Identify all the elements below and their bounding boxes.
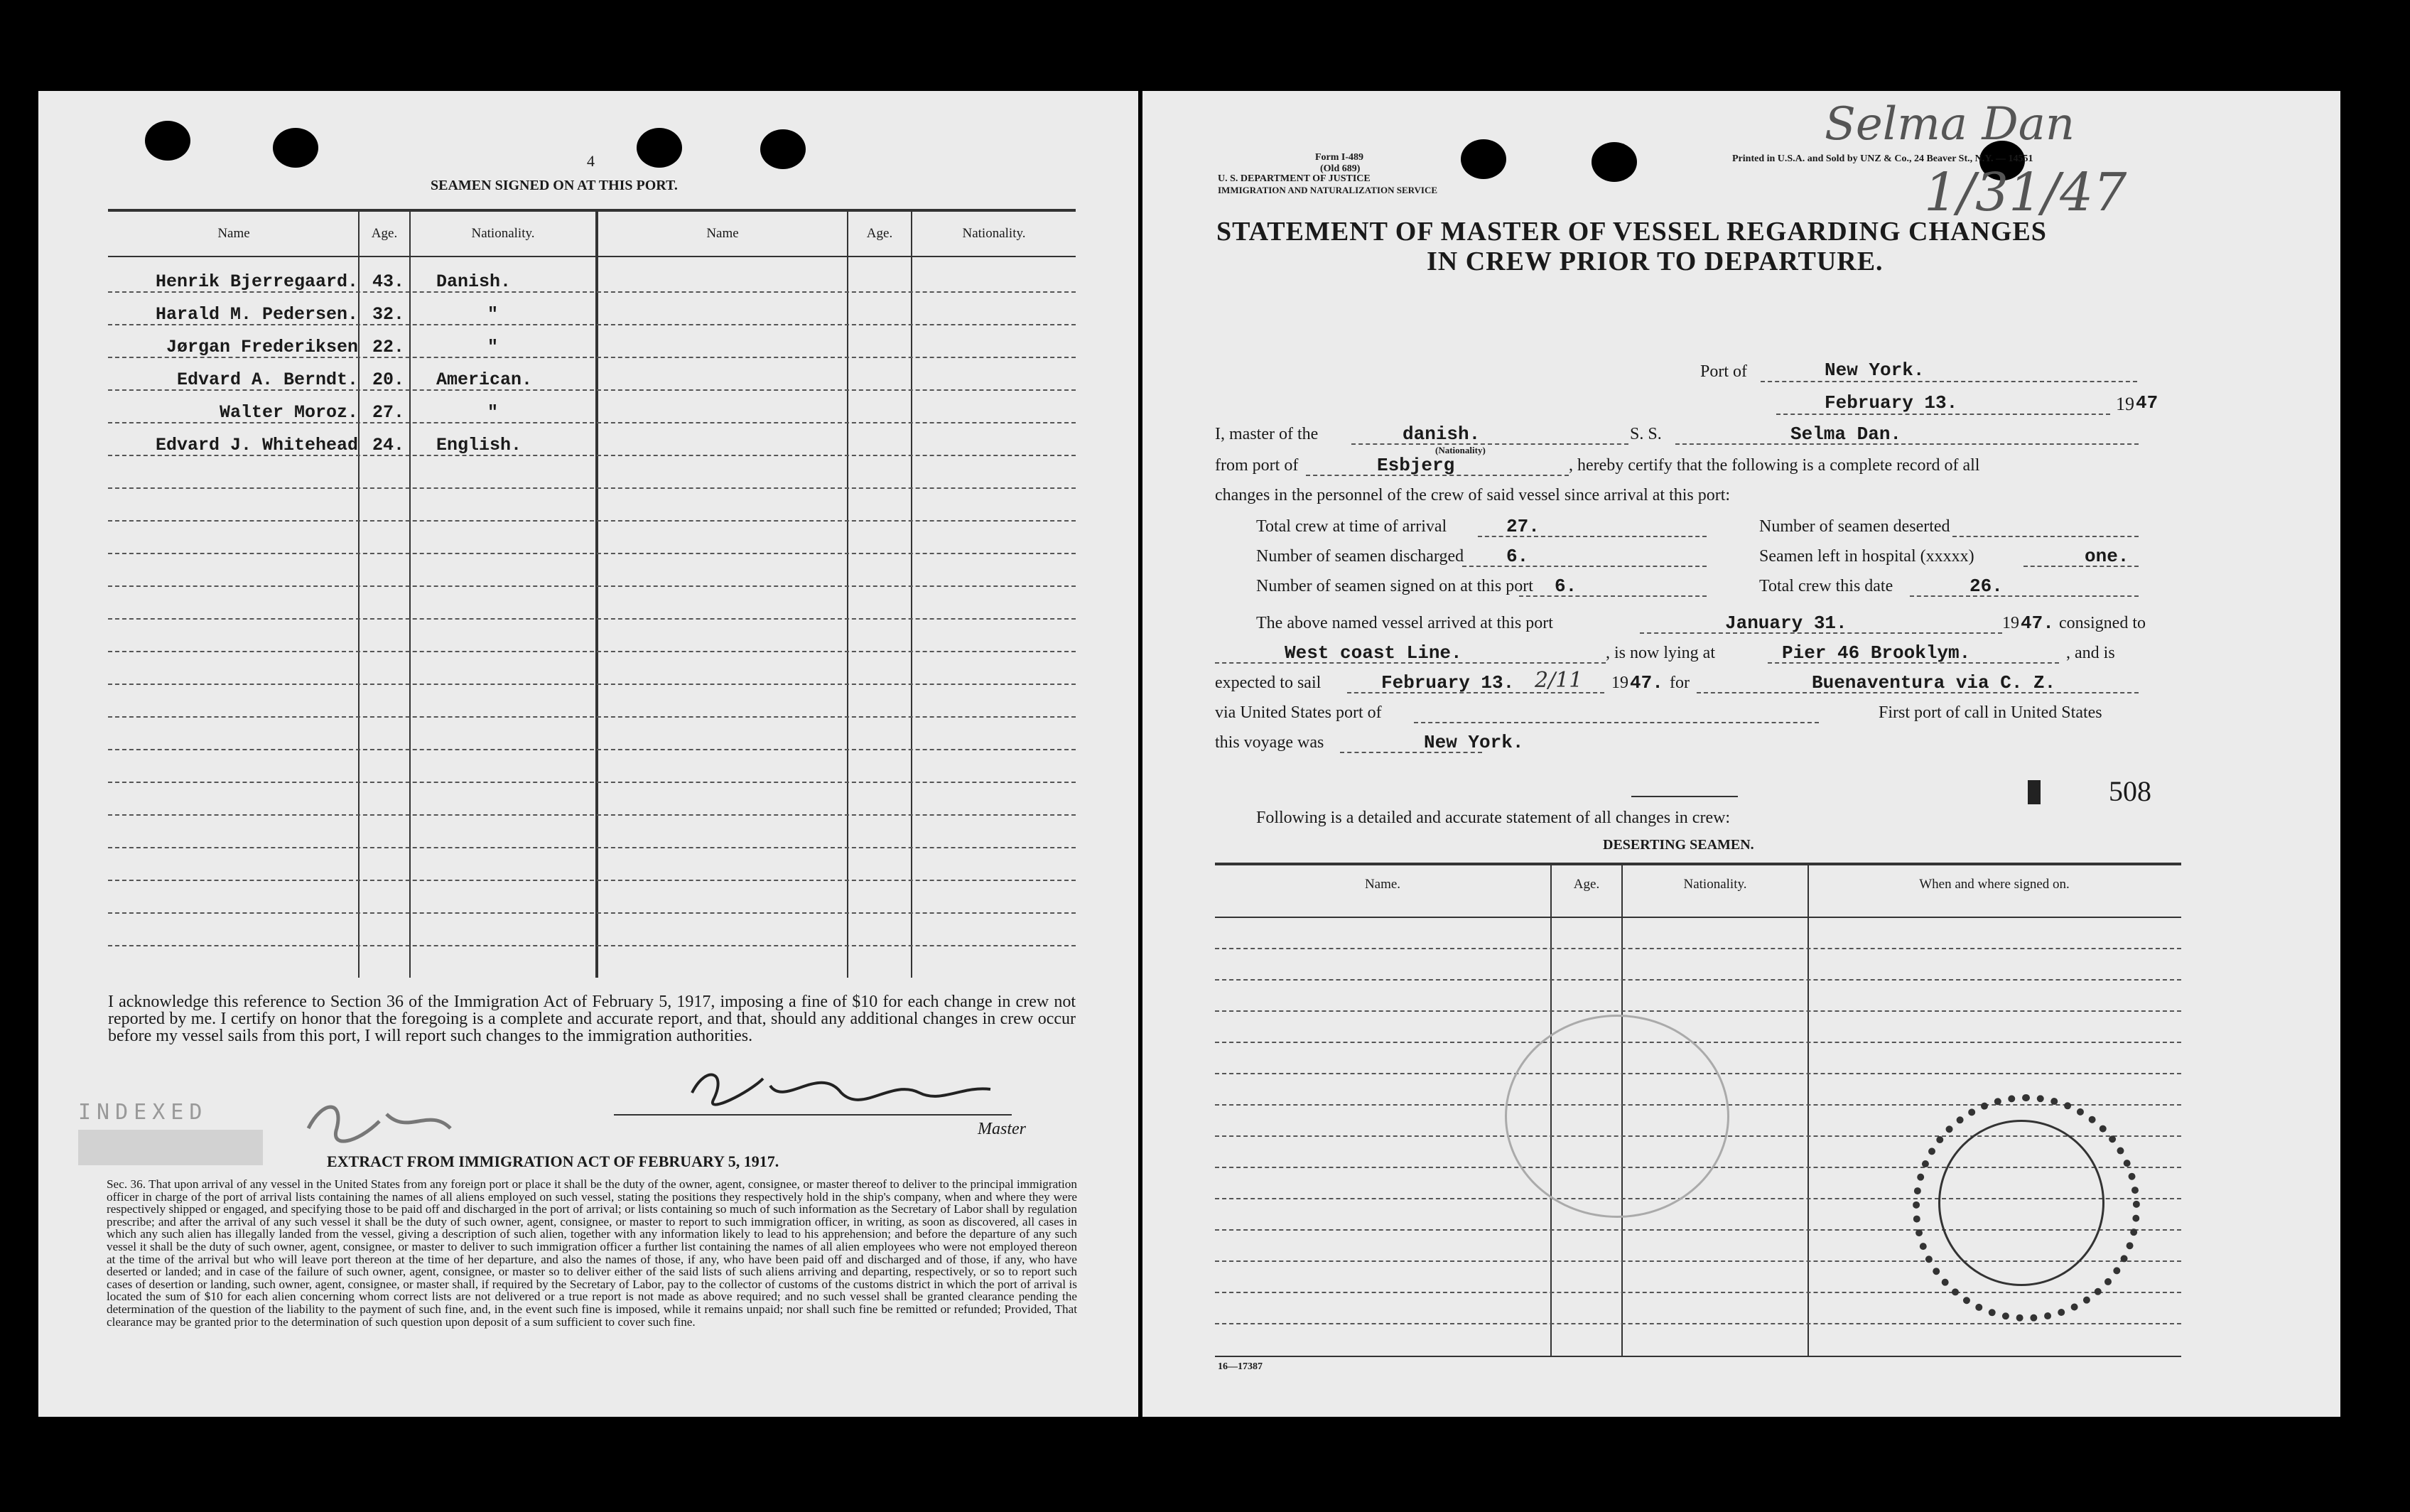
master-signature: [678, 1057, 1005, 1121]
nationality-value: danish.: [1403, 423, 1481, 445]
following-text: Following is a detailed and accurate statement of all changes in crew:: [1256, 809, 1731, 827]
indexed-stamp: INDEXED: [78, 1100, 208, 1125]
seaman-age: 32.: [372, 304, 405, 325]
ruled-line: [108, 520, 1076, 522]
column-header: Name.: [1364, 877, 1401, 892]
total-date-value: 26.: [1969, 576, 2003, 597]
mark: [2028, 780, 2041, 804]
seaman-name: Jørgan Frederiksen: [166, 337, 358, 357]
deserting-title: DESERTING SEAMEN.: [1603, 837, 1754, 853]
service: IMMIGRATION AND NATURALIZATION SERVICE: [1218, 185, 1438, 195]
hospital-value: one.: [2085, 546, 2129, 567]
ruled-line: [108, 912, 1076, 914]
seaman-nationality: American.: [436, 369, 533, 390]
master-of-label: I, master of the: [1215, 425, 1319, 443]
lying-at-value: Pier 46 Brooklym.: [1782, 642, 1971, 664]
expected-note: 2/11: [1535, 668, 1583, 693]
seaman-age: 24.: [372, 435, 405, 455]
arrived-label: The above named vessel arrived at this port: [1256, 614, 1553, 632]
punch-hole: [760, 129, 806, 169]
handwritten-ship-name: Selma Dan: [1825, 98, 2075, 151]
seaman-age: 22.: [372, 337, 405, 357]
total-date-label: Total crew this date: [1759, 577, 1893, 595]
punch-hole: [637, 128, 682, 168]
changes-text: changes in the personnel of the crew of said vessel since arrival at this port:: [1215, 486, 1731, 504]
seaman-nationality: ": [487, 304, 499, 325]
seaman-name: Henrik Bjerregaard.: [155, 271, 358, 292]
ruled-line: [108, 782, 1076, 783]
ruled-line: [108, 716, 1076, 718]
seaman-age: 20.: [372, 369, 405, 390]
seaman-age: 43.: [372, 271, 405, 292]
right-page: [1142, 91, 2340, 1417]
punch-hole: [1592, 142, 1637, 182]
department: U. S. DEPARTMENT OF JUSTICE: [1218, 173, 1371, 184]
discharged-label: Number of seamen discharged: [1256, 547, 1464, 566]
first-port-label: First port of call in United States: [1879, 703, 2102, 722]
ruled-line: [1215, 979, 2181, 981]
column-header: When and where signed on.: [1919, 877, 2070, 892]
seaman-nationality: ": [487, 337, 499, 357]
ruled-line: [108, 684, 1076, 685]
voyage-label: this voyage was: [1215, 733, 1324, 752]
acknowledgement-text: I acknowledge this reference to Section 36 of the Immigration Act of February 5, 1917, imposing a fine of $10 for each change in crew not reported by me. I certify on honor that the foregoing is a complete and accurate report, and that, should any additional changes in crew occur before my vessel sails from this port, I will report such changes to the immigration authorities.: [108, 993, 1076, 1045]
form-title-line2: IN CREW PRIOR TO DEPARTURE.: [1427, 247, 1884, 276]
expected-year: 47.: [1630, 672, 1663, 693]
page-number: 4: [587, 152, 595, 170]
ruled-line: [108, 847, 1076, 848]
expected-value: February 13.: [1381, 672, 1515, 693]
and-is-label: , and is: [2066, 644, 2115, 662]
ss-label: S. S.: [1630, 425, 1662, 443]
ruled-line: [108, 585, 1076, 587]
document-number: 508: [2109, 775, 2151, 807]
form-title-line1: STATEMENT OF MASTER OF VESSEL REGARDING CHANGES: [1216, 217, 2047, 247]
ship-name: Selma Dan.: [1790, 423, 1902, 445]
seaman-nationality: ": [487, 402, 499, 423]
faded-stamp: [1505, 1015, 1729, 1218]
certify-text: , hereby certify that the following is a complete record of all: [1569, 456, 1980, 475]
ruled-line: [108, 880, 1076, 881]
via-port-label: via United States port of: [1215, 703, 1382, 722]
ruled-line: [108, 487, 1076, 489]
column-header: Nationality.: [962, 226, 1026, 241]
punch-hole: [273, 128, 318, 168]
seaman-name: Walter Moroz.: [219, 402, 358, 423]
column-header: Nationality.: [1683, 877, 1747, 892]
for-label: for: [1670, 674, 1690, 692]
voyage-value: New York.: [1424, 732, 1524, 753]
seaman-name: Edvard A. Berndt.: [176, 369, 358, 390]
seaman-name: Edvard J. Whitehead: [155, 435, 358, 455]
port-of-label: Port of: [1700, 362, 1747, 381]
seaman-name: Harald M. Pedersen.: [155, 304, 358, 325]
ruled-line: [1215, 1010, 2181, 1012]
column-header: Name: [706, 226, 739, 241]
ruled-line: [1215, 1042, 2181, 1043]
extract-title: EXTRACT FROM IMMIGRATION ACT OF FEBRUARY 5, 1917.: [327, 1152, 779, 1170]
received-stamp-inner: [1938, 1120, 2104, 1286]
total-crew-value: 27.: [1506, 516, 1540, 537]
discharged-value: 6.: [1506, 546, 1529, 567]
ruled-line: [108, 749, 1076, 750]
column-header: Age.: [371, 226, 398, 241]
left-page: [38, 91, 1138, 1417]
smudge: [78, 1130, 263, 1165]
deserted-label: Number of seamen deserted: [1759, 517, 1950, 536]
seaman-nationality: Danish.: [436, 271, 512, 292]
column-header: Age.: [1573, 877, 1600, 892]
expected-year-prefix: 19: [1611, 674, 1628, 692]
year-prefix: 19: [2116, 394, 2134, 414]
from-port-label: from port of: [1215, 456, 1299, 475]
consigned-to-label: consigned to: [2059, 614, 2146, 632]
hospital-label: Seamen left in hospital (xxxxx): [1759, 547, 1974, 566]
ruled-line: [1215, 1323, 2181, 1324]
nationality-sub: (Nationality): [1435, 445, 1486, 455]
ruled-line: [108, 618, 1076, 620]
expected-label: expected to sail: [1215, 674, 1322, 692]
signed-on-value: 6.: [1555, 576, 1577, 597]
ruled-line: [108, 945, 1076, 946]
ruled-line: [1215, 948, 2181, 949]
ruled-line: [108, 651, 1076, 652]
total-crew-label: Total crew at time of arrival: [1256, 517, 1447, 536]
port-of-value: New York.: [1825, 360, 1925, 381]
consignee-value: West coast Line.: [1285, 642, 1462, 664]
master-label: Master: [978, 1120, 1026, 1138]
punch-hole: [1461, 139, 1506, 179]
seaman-nationality: English.: [436, 435, 522, 455]
ruled-line: [108, 553, 1076, 554]
column-header: Name: [217, 226, 250, 241]
form-old-number: (Old 689): [1320, 163, 1361, 174]
printed-by: Printed in U.S.A. and Sold by UNZ & Co., 24 Beaver St., N.Y. — 14551: [1732, 153, 2033, 164]
ruled-line: [108, 814, 1076, 816]
from-port-value: Esbjerg: [1377, 455, 1455, 476]
seaman-age: 27.: [372, 402, 405, 423]
footer-code: 16—17387: [1218, 1361, 1263, 1372]
extract-text: Sec. 36. That upon arrival of any vessel in the United States from any foreign port or place it shall be the duty of the owner, agent, consignee, or master thereof to deliver to the principal immigration officer in charge of the port of arrival lists containing the names of all aliens employed on such vessel, stating the positions they respectively hold in the ship's company, when and where they were respectively shipped or engaged, and specifying those to be paid off and discharged in the port of arrival; or lists containing so much of such information as the Secretary of Labor shall by regulation prescribe; and after the arrival of any such vessel it shall be the duty of such owner, agent, consignee, or master to report to such immigration officer, in writing, as soon as discovered, all cases in which any such alien has illegally landed from the vessel, giving a description of such alien, together with any information likely to lead to his apprehension; and before the departure of any such vessel it shall be the duty of such owner, agent, consignee, or master to deliver to such immigration officer a further list containing the names of all alien employees who were not employed thereon at the time of the arrival but who will leave port thereon at the time of her departure, and also the names of those, if any, who have been paid off and discharged and of those, if any, who have deserted or landed; and in case of the failure of such owner, agent, consignee, or master so to deliver either of the said lists of such aliens arriving and departing, respectively, or so to report such cases of desertion or landing, such owner, agent, consignee, or master shall, if required by the Secretary of Labor, pay to the collector of customs of the customs district in which the port of arrival is located the sum of $10 for each alien concerning whom correct lists are not delivered or a true report is not made as above required; and no such vessel shall be granted clearance pending the determination of the question of the liability to the payment of such fine, and, in the event such fine is imposed, while it remains unpaid; nor shall such fine be remitted or refunded; Provided, That clearance may be granted prior to the determination of such question upon deposit of a sum sufficient to cover such fine.: [107, 1177, 1077, 1329]
form-number: Form I-489: [1315, 152, 1364, 163]
column-header: Nationality.: [471, 226, 535, 241]
lying-at-label: , is now lying at: [1606, 644, 1715, 662]
column-header: Age.: [866, 226, 893, 241]
section-title: SEAMEN SIGNED ON AT THIS PORT.: [431, 178, 678, 193]
arrived-year: 47.: [2021, 612, 2054, 634]
date-value: February 13.: [1825, 392, 1958, 414]
signed-on-label: Number of seamen signed on at this port: [1256, 577, 1533, 595]
destination: Buenaventura via C. Z.: [1812, 672, 2056, 693]
year-value: 47: [2136, 392, 2158, 414]
punch-hole: [145, 121, 190, 161]
handwritten-date: 1/31/47: [1924, 162, 2127, 223]
arrived-value: January 31.: [1725, 612, 1847, 634]
arrived-year-prefix: 19: [2002, 614, 2019, 632]
